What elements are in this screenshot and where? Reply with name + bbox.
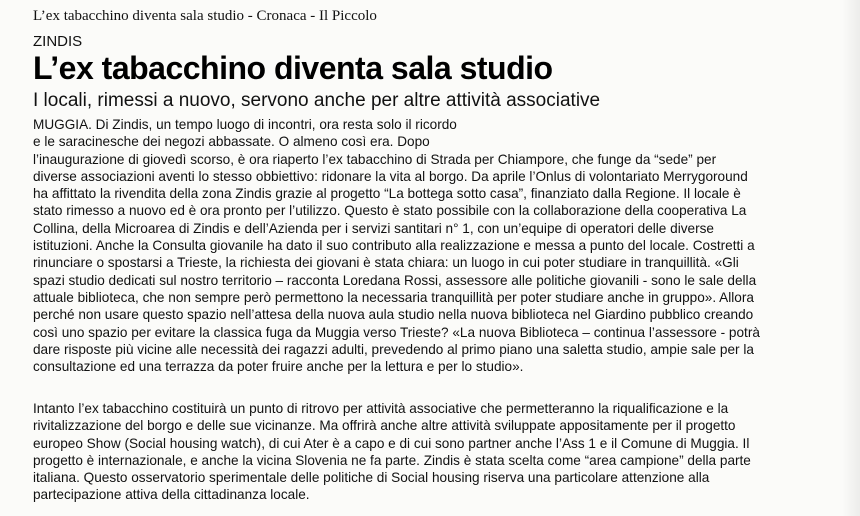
scan-edge-shadow: [842, 0, 860, 516]
text-line: europeo Show (Social housing watch), di cui Ater è a capo e di cui sono partner anche l’Ass 1 e il Comune di Muggia. Il: [33, 435, 750, 451]
text-line: rinunciare o spostarsi a Trieste, la richiesta dei giovani è stata chiara: un luogo in cui poter studiare in tranquillità. «Gli: [33, 255, 739, 271]
text-line: MUGGIA. Di Zindis, un tempo luogo di incontri, ora resta solo il ricordo: [33, 117, 457, 132]
article-paragraph-1: [33, 116, 760, 375]
text-line: consultazione ed una terrazza da poter fruire anche per la lettura e per lo studio».: [33, 359, 524, 375]
text-line: perché non usare questo spazio nell’attesa della nuova aula studio nella nuova biblioteca nel Giardino pubblico creando: [33, 307, 754, 323]
article-paragraph-2: [33, 400, 751, 504]
text-line: l’inaugurazione di giovedì scorso, è ora riaperto l’ex tabacchino di Strada per Chiampore, che funge da “sede” per: [33, 151, 717, 167]
text-line: attuale biblioteca, che non sempre però permettono la necessaria tranquillità per poter studiare anche in gruppo». Allora: [33, 289, 754, 305]
text-line: rivitalizzazione del borgo e delle sue vicinanze. Ma offrirà anche altre attività sviluppate appositamente per il progetto: [33, 418, 736, 434]
article-kicker: ZINDIS: [33, 33, 83, 50]
text-line: partecipazione attiva della cittadinanza locale.: [33, 487, 310, 503]
page-source-line: L’ex tabacchino diventa sala studio - Cronaca - Il Piccolo: [33, 8, 377, 24]
text-line: progetto è internazionale, e anche la vicina Slovenia ne fa parte. Zindis è stata scelta come “area campione” della parte: [33, 452, 751, 468]
text-line: ha affittato la rivendita della zona Zindis grazie al progetto “La bottega sotto casa”, finanziato dalla Regione. Il locale è: [33, 186, 741, 202]
text-line: italiana. Questo osservatorio sperimentale delle politiche di Social housing riserva una particolare attenzione alla: [33, 470, 710, 486]
text-line: Collina, della Microarea di Zindis e dell’Azienda per i servizi santitari n° 1, con un’equipe di operatori delle diverse: [33, 220, 714, 236]
text-line: istituzioni. Anche la Consulta giovanile ha dato il suo contributo alla realizzazione e messa a punto del locale. Costretti a: [33, 238, 755, 254]
text-line: stato rimesso a nuovo ed è ora pronto per l’utilizzo. Questo è stato possibile con la collaborazione della cooperativa La: [33, 203, 747, 219]
article-subheadline: I locali, rimessi a nuovo, servono anche per altre attività associative: [33, 90, 601, 111]
text-line: così uno spazio per evitare la classica fuga da Muggia verso Trieste? «La nuova Biblioteca – continua l’assessore - potrà: [33, 324, 760, 340]
text-line: dare risposte più vicine alle necessità dei ragazzi adulti, prevedendo al primo piano una saletta studio, ampie sale per la: [33, 341, 754, 357]
text-line: Intanto l’ex tabacchino costituirà un punto di ritrovo per attività associative che permetteranno la riqualificazione e la: [33, 401, 729, 416]
text-line: e le saracinesche dei negozi abbassate. O almeno così era. Dopo: [33, 134, 430, 150]
article-headline: L’ex tabacchino diventa sala studio: [33, 50, 553, 86]
text-line: spazi studio dedicati sul nostro territorio – racconta Loredana Rossi, assessore alle politiche giovanili - sono le sale della: [33, 272, 757, 288]
text-line: diverse associazioni aventi lo stesso obbiettivo: ridonare la vita al borgo. Da aprile l’Onlus di volontariato Merrygoround: [33, 168, 748, 184]
